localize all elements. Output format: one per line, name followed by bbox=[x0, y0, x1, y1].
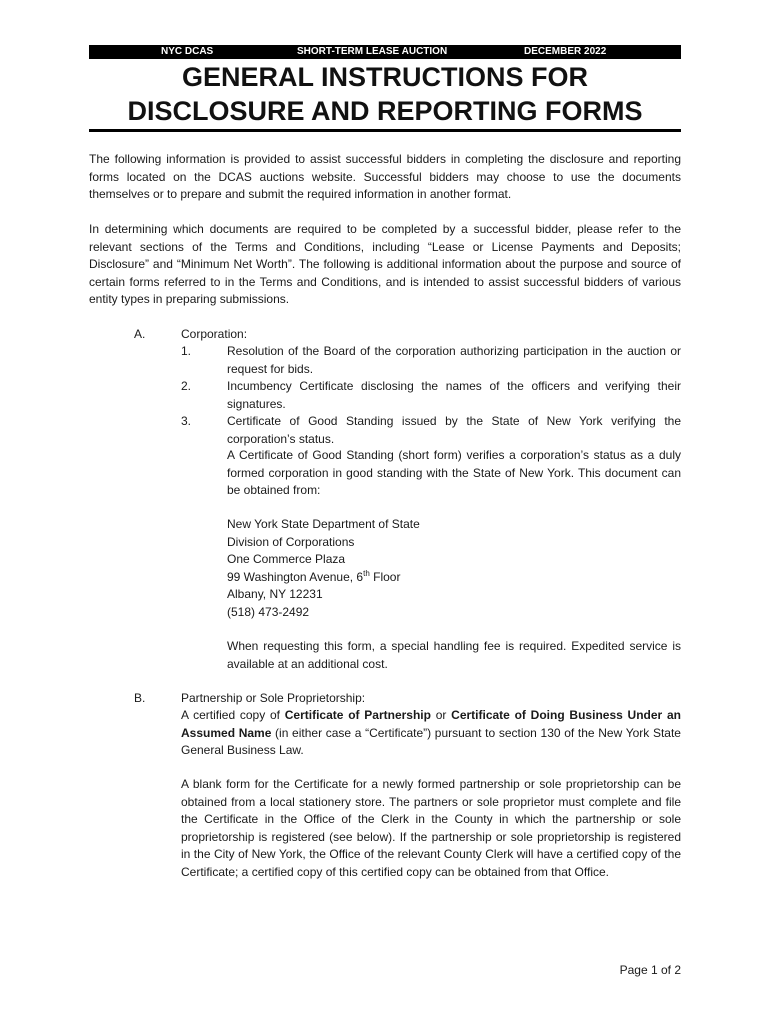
title-underline-divider bbox=[89, 129, 681, 132]
title-line-1: GENERAL INSTRUCTIONS FOR bbox=[181, 62, 588, 92]
section-a-item-3-number: 3. bbox=[181, 414, 192, 428]
certificate-of-partnership-term: Certificate of Partnership bbox=[284, 708, 431, 722]
page-number: Page 1 of 2 bbox=[619, 963, 681, 977]
section-a-title: Corporation: bbox=[181, 327, 248, 341]
fee-note: When requesting this form, a special handling fee is required. Expedited service is available at an additional cost. bbox=[227, 639, 681, 671]
title-line-2: DISCLOSURE AND REPORTING FORMS bbox=[127, 96, 643, 126]
good-standing-note: A Certificate of Good Standing (short form) verifies a corporation’s status as a duly formed corporation in good standing with the State of New York. This document can be obtained from: bbox=[227, 448, 681, 497]
section-a-letter: A. bbox=[134, 327, 146, 341]
address-line-4: 99 Washington Avenue, 6th Floor bbox=[227, 568, 401, 584]
document-title bbox=[89, 60, 681, 128]
section-a-item-1-number: 1. bbox=[181, 344, 192, 358]
section-b-letter: B. bbox=[134, 691, 146, 705]
header-date: DECEMBER 2022 bbox=[524, 46, 607, 57]
section-a-item-1-text: Resolution of the Board of the corporation authorizing participation in the auction or request for bids. bbox=[227, 344, 681, 376]
section-a-item-2-number: 2. bbox=[181, 379, 192, 393]
intro-paragraph-2: In determining which documents are required to be completed by a successful bidder, please refer to the relevant sections of the Terms and Conditions, including “Lease or License Payments and Deposits; Disclosure” and “Minimum Net Worth”. The following is additional information about the purpose and source of certain forms referred to in the Terms and Conditions, and is intended to assist successful bidders of various entity types in preparing submissions. bbox=[89, 222, 681, 306]
header-agency: NYC DCAS bbox=[161, 46, 214, 57]
address-line-3: One Commerce Plaza bbox=[227, 552, 346, 566]
section-a-item-2-text: Incumbency Certificate disclosing the names of the officers and verifying their signatures. bbox=[227, 379, 681, 411]
header-auction-name: SHORT-TERM LEASE AUCTION bbox=[297, 46, 448, 57]
address-line-1: New York State Department of State bbox=[227, 517, 420, 531]
document-header-bar bbox=[89, 45, 681, 59]
section-b-paragraph-1: A certified copy of Certificate of Partnership or Certificate of Doing Business Under an Assumed Name (in either case a “Certificate”) pursuant to section 130 of the New York State General Business Law. bbox=[181, 708, 681, 757]
section-b-title: Partnership or Sole Proprietorship: bbox=[181, 691, 366, 705]
address-block bbox=[227, 516, 420, 621]
assumed-name-certificate-term: Certificate of Doing Business Under an Assumed Name bbox=[181, 708, 681, 740]
address-phone: (518) 473-2492 bbox=[227, 604, 310, 619]
section-a-item-3-text: Certificate of Good Standing issued by the State of New York verifying the corporation’s status. bbox=[227, 414, 681, 446]
section-b-paragraph-2: A blank form for the Certificate for a newly formed partnership or sole proprietorship can be obtained from a local stationery store. The partners or sole proprietor must complete and file the Certificate in the Office of the Clerk in the County in which the partnership or sole proprietorship is registered (see below). If the partnership or sole proprietorship is registered in the City of New York, the Office of the relevant County Clerk will have a certified copy of the Certificate; a certified copy of this certified copy can be obtained from that Office. bbox=[181, 777, 681, 879]
intro-paragraph-1: The following information is provided to assist successful bidders in completing the disclosure and reporting forms located on the DCAS auctions website. Successful bidders may choose to use the documents themselves or to prepare and submit the required information in another format. bbox=[89, 152, 681, 201]
address-line-2: Division of Corporations bbox=[227, 534, 355, 549]
address-line-5: Albany, NY 12231 bbox=[227, 587, 323, 601]
